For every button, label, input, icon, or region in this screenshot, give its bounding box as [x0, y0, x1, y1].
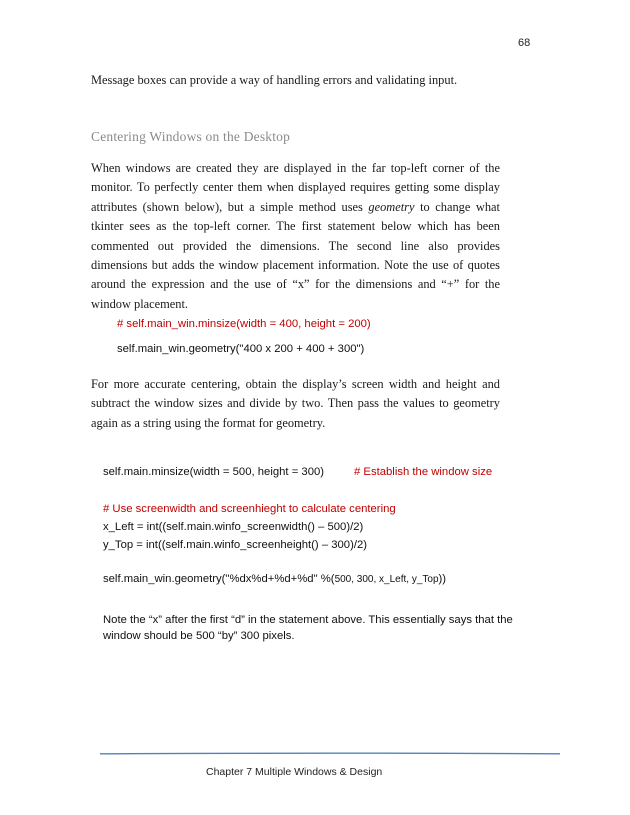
geometry-format-start: self.main_win.geometry("%dx%d+%d+%d" %( [103, 573, 335, 585]
code-minsize-line: self.main.minsize(width = 500, height = 300) [103, 466, 325, 478]
paragraph1-part1: When windows are created they are displayed in the far top-left corner of the monitor. To perfectly center them when displayed requires getting some display attributes (shown below), but a simple method uses [91, 161, 500, 214]
code-geometry-line: self.main_win.geometry("400 x 200 + 400 + 300") [117, 343, 365, 355]
footer-rule [100, 752, 560, 755]
chapter-footer: Chapter 7 Multiple Windows & Design [206, 766, 383, 778]
code-comment-line: # self.main_win.minsize(width = 400, height = 200) [117, 318, 371, 330]
paragraph1-emphasis: geometry [368, 199, 415, 214]
code-centering-comment: # Use screenwidth and screenhieght to calculate centering [103, 503, 396, 515]
section-heading: Centering Windows on the Desktop [91, 129, 291, 144]
paragraph1-part2: to change what tkinter sees as the top-left corner. The first statement below which has been commented out provided the dimensions. The second line also provides dimensions but adds the window placement information. Note the use of quotes around the expression and the use of “x” for the dimensions and “+” for the window placement. [91, 199, 500, 311]
code-x-left-line: x_Left = int((self.main.winfo_screenwidth() – 500)/2) [103, 521, 364, 533]
code-geometry-format-line [103, 573, 446, 585]
intro-paragraph: Message boxes can provide a way of handling errors and validating input. [91, 73, 458, 87]
geometry-format-end: )) [438, 573, 447, 585]
geometry-format-args: 500, 300, x_Left, y_Top [334, 574, 439, 585]
code-minsize-comment: # Establish the window size [354, 466, 493, 478]
body-paragraph-2: For more accurate centering, obtain the display’s screen width and height and subtract the window sizes and divide by two. Then pass the values to geometry again as a string using the format for geometry. [91, 377, 500, 430]
page-number: 68 [518, 37, 531, 49]
body-paragraph-1 [91, 159, 500, 314]
code-y-top-line: y_Top = int((self.main.winfo_screenheight() – 300)/2) [103, 539, 368, 551]
note-paragraph: Note the “x” after the first “d” in the statement above. This essentially says that the window should be 500 “by” 300 pixels. [103, 614, 513, 642]
